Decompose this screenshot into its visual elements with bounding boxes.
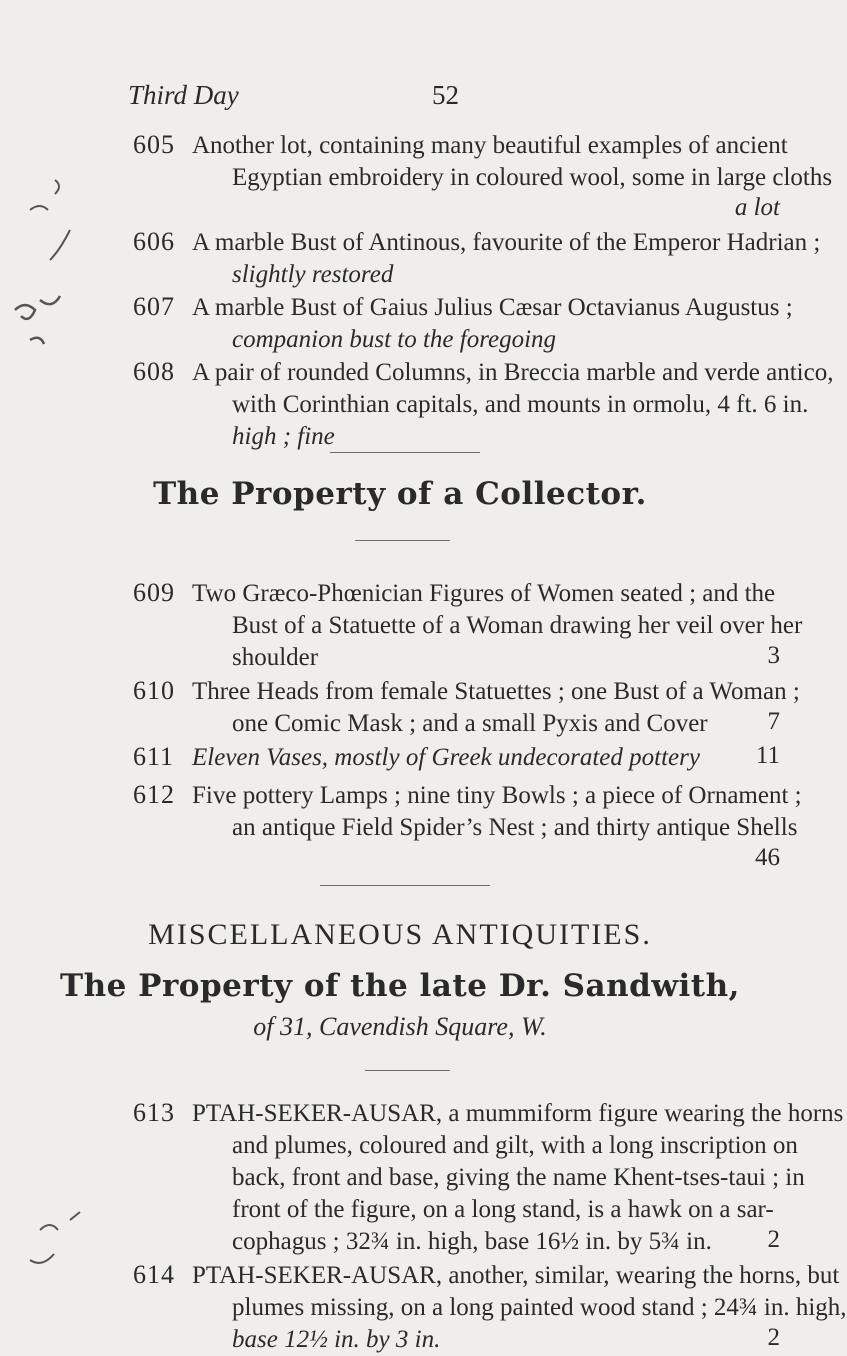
divider: [355, 540, 450, 541]
lot-text-line: an antique Field Spider’s Nest ; and thirty antique Shells: [232, 814, 798, 841]
owner-address: of 31, Cavendish Square, W.: [253, 1012, 547, 1041]
lot-text-line: A marble Bust of Antinous, favourite of the Emperor Hadrian ;: [192, 229, 821, 256]
lot-text-line: Another lot, containing many beautiful examples of ancient: [192, 132, 788, 159]
owner-heading: The Property of the late Dr. Sandwith,: [60, 968, 740, 1004]
lot-quantity: 46: [755, 844, 780, 871]
lot-text-line: base 12½ in. by 3 in.: [232, 1326, 441, 1353]
divider: [320, 885, 490, 886]
divider: [365, 1070, 450, 1071]
lot-number: 611: [133, 742, 175, 771]
lot-number: 610: [133, 676, 175, 705]
lot-text-line: Egyptian embroidery in coloured wool, some in large cloths: [232, 164, 833, 191]
lot-text-line: and plumes, coloured and gilt, with a long inscription on: [232, 1132, 798, 1159]
lot-text-line: back, front and base, giving the name Khent-tses-taui ; in: [232, 1164, 805, 1191]
lot-text-line: front of the figure, on a long stand, is a hawk on a sar-: [232, 1196, 774, 1223]
lot-text-line: one Comic Mask ; and a small Pyxis and Cover: [232, 710, 708, 737]
lot-number: 614: [133, 1260, 175, 1289]
lot-number: 608: [133, 357, 175, 386]
lot-text-line: cophagus ; 32¾ in. high, base 16½ in. by 5¾ in.: [232, 1228, 712, 1255]
lot-quantity: 2: [767, 1324, 780, 1351]
lot-quantity: a lot: [734, 194, 780, 221]
lot-text-line: Two Græco-Phœnician Figures of Women seated ; and the: [192, 580, 776, 607]
lot-number: 605: [133, 130, 175, 159]
lot-quantity: 2: [767, 1226, 780, 1253]
pencil-mark-icon: [10, 1190, 120, 1310]
lot-text-line: high ; fine: [232, 423, 335, 450]
lot-number: 607: [133, 292, 175, 321]
lot-text-line: plumes missing, on a long painted wood stand ; 24¾ in. high,: [232, 1294, 847, 1321]
lot-text-line: PTAH-SEKER-AUSAR, another, similar, wearing the horns, but: [192, 1262, 840, 1289]
lot-text-line: shoulder: [232, 644, 319, 671]
section-heading: The Property of a Collector.: [153, 476, 647, 512]
pencil-mark-icon: [10, 260, 120, 380]
page-number: 52: [432, 80, 459, 110]
running-head-title: Third Day: [128, 80, 239, 110]
section-heading: MISCELLANEOUS ANTIQUITIES.: [148, 918, 652, 951]
lot-text-line: Bust of a Statuette of a Woman drawing her veil over her: [232, 612, 803, 639]
lot-quantity: 3: [767, 642, 780, 669]
lot-text-line: A marble Bust of Gaius Julius Cæsar Octavianus Augustus ;: [192, 294, 793, 321]
lot-text-line: A pair of rounded Columns, in Breccia marble and verde antico,: [192, 359, 834, 386]
divider: [330, 452, 480, 453]
lot-number: 613: [133, 1098, 175, 1127]
lot-text-line: slightly restored: [232, 261, 394, 288]
lot-number: 609: [133, 578, 175, 607]
lot-text-line: Five pottery Lamps ; nine tiny Bowls ; a piece of Ornament ;: [192, 782, 802, 809]
lot-text-line: Three Heads from female Statuettes ; one Bust of a Woman ;: [192, 678, 800, 705]
lot-text-line: with Corinthian capitals, and mounts in ormolu, 4 ft. 6 in.: [232, 391, 809, 418]
lot-quantity: 11: [755, 742, 780, 769]
lot-text-line: companion bust to the foregoing: [232, 326, 557, 353]
lot-text-line: Eleven Vases, mostly of Greek undecorated pottery: [192, 744, 700, 771]
lot-quantity: 7: [767, 708, 780, 735]
lot-text-line: PTAH-SEKER-AUSAR, a mummiform figure wearing the horns: [192, 1100, 844, 1127]
lot-number: 612: [133, 780, 175, 809]
lot-number: 606: [133, 227, 175, 256]
